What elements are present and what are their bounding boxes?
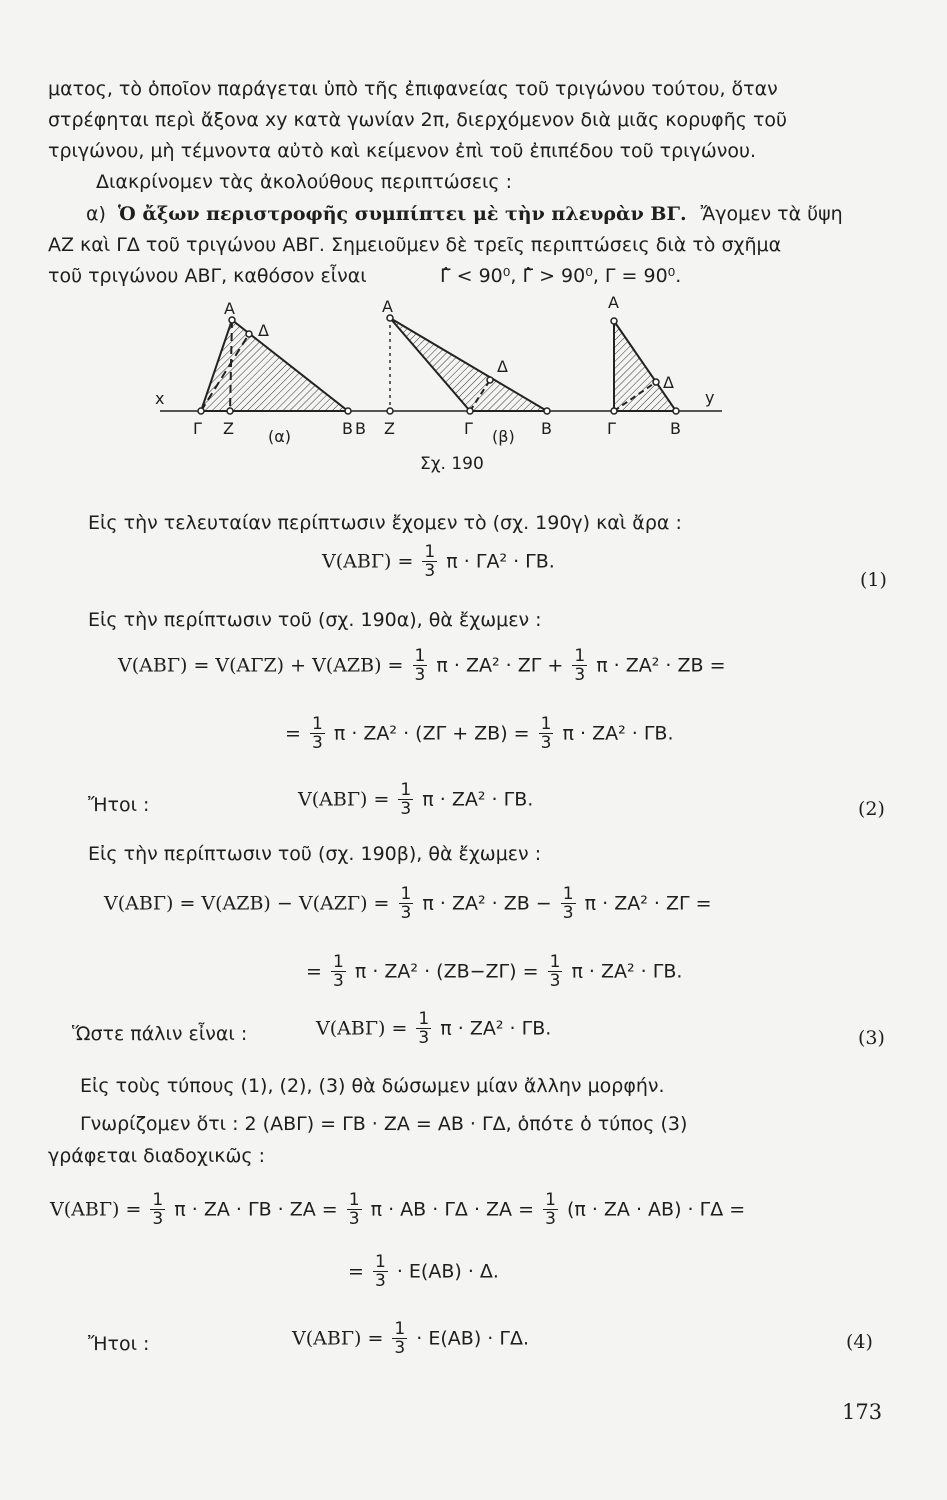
- figure-label-b: (β): [492, 427, 515, 446]
- equation-2a: [118, 648, 726, 684]
- page-number: 173: [842, 1400, 883, 1424]
- eq2a-term1: π · ΖΑ² · ΖΓ +: [436, 654, 564, 677]
- eq3c-lhs: V(ΑΒΓ) =: [316, 1017, 408, 1040]
- equation-4a: [50, 1192, 745, 1228]
- label-G: Γ: [464, 419, 473, 438]
- label-D: Δ: [663, 373, 674, 392]
- label-D: Δ: [497, 357, 508, 376]
- vertex: [345, 408, 351, 414]
- text-line-9: Εἰς τὴν περίπτωσιν τοῦ (σχ. 190α), θὰ ἔχωμεν :: [88, 609, 542, 631]
- eq1-lhs: V(ΑΒΓ) =: [322, 550, 414, 573]
- text-line-1: ματος, τὸ ὁποῖον παράγεται ὑπὸ τῆς ἐπιφανείας τοῦ τριγώνου τούτου, ὅταν: [48, 78, 778, 100]
- fraction: $\frac{1}{3}$: [374, 1252, 386, 1291]
- fraction: $\frac{1}{3}$: [545, 1190, 556, 1229]
- eq4a-term1: π · ΖΑ · ΓΒ · ΖΑ =: [174, 1198, 338, 1221]
- triangle-a: [201, 320, 348, 411]
- text-line-6: ΑΖ καὶ ΓΔ τοῦ τριγώνου ΑΒΓ. Σημειοῦμεν δὲ τρεῖς περιπτώσεις διὰ τὸ σχῆμα: [48, 234, 782, 256]
- eq3a-term2: π · ΖΑ² · ΖΓ =: [584, 892, 712, 915]
- fraction: $\frac{1}{3}$: [394, 1319, 406, 1358]
- label-G: Γ: [607, 419, 616, 438]
- label-Z: Ζ: [384, 419, 395, 438]
- eq3b-equals: =: [306, 960, 322, 983]
- label-G: Γ: [193, 419, 202, 438]
- equation-2b: [285, 716, 673, 752]
- text-line-2: στρέφηται περὶ ἄξονα xy κατὰ γωνίαν 2π, διερχόμενον διὰ μιᾶς κορυφῆς τοῦ: [48, 109, 787, 131]
- equation-4c: [292, 1321, 529, 1357]
- vertex: [544, 408, 550, 414]
- equation-3c: [316, 1011, 551, 1047]
- vertex: [387, 408, 393, 414]
- fraction: $\frac{1}{3}$: [418, 1009, 430, 1048]
- figure-label-a: (α): [268, 427, 292, 446]
- vertex: [611, 408, 617, 414]
- eq3a-lhs: V(ΑΒΓ) = V(ΑΖΒ) − V(ΑΖΓ) =: [104, 892, 390, 915]
- vertex: [653, 379, 659, 385]
- vertex: [611, 318, 617, 324]
- equation-4b: [348, 1254, 499, 1290]
- htoi-label-2: Ἤτοι :: [88, 1333, 150, 1355]
- label-x: x: [155, 389, 165, 408]
- fraction: $\frac{1}{3}$: [152, 1190, 164, 1229]
- fraction: $\frac{1}{3}$: [400, 884, 412, 923]
- vertex: [246, 331, 252, 337]
- eq4b-equals: =: [348, 1260, 364, 1283]
- fraction: $\frac{1}{3}$: [562, 884, 574, 923]
- label-B: Β: [342, 419, 353, 438]
- fraction: $\frac{1}{3}$: [549, 952, 561, 991]
- angle-conditions: Γ̂ < 90⁰, Γ̂ > 90⁰, Γ = 90⁰.: [440, 265, 682, 287]
- fraction: $\frac{1}{3}$: [348, 1190, 360, 1229]
- eq3c-rhs: π · ΖΑ² · ΓΒ.: [440, 1017, 552, 1040]
- eq2b-term2: π · ΖΑ² · ΓΒ.: [562, 722, 674, 745]
- figure-caption: Σχ. 190: [420, 454, 484, 474]
- fraction: $\frac{1}{3}$: [540, 714, 552, 753]
- equation-number-2: (2): [858, 798, 885, 820]
- fraction: $\frac{1}{3}$: [414, 646, 426, 685]
- fraction: $\frac{1}{3}$: [400, 780, 412, 819]
- eq3a-term1: π · ΖΑ² · ΖΒ −: [422, 892, 552, 915]
- vertex: [487, 377, 493, 383]
- vertex: [673, 408, 679, 414]
- eq2a-lhs: V(ΑΒΓ) = V(ΑΓΖ) + V(ΑΖΒ) =: [118, 654, 404, 677]
- label-B: Β: [670, 419, 681, 438]
- equation-1: [322, 544, 555, 580]
- eq2c-lhs: V(ΑΒΓ) =: [298, 788, 390, 811]
- label-A: Α: [382, 297, 393, 316]
- htoi-label-1: Ἤτοι :: [88, 794, 150, 816]
- label-D: Δ: [258, 321, 269, 340]
- equation-3b: [306, 954, 682, 990]
- eq2b-term1: π · ΖΑ² · (ΖΓ + ΖΒ) =: [333, 722, 530, 745]
- text-line-3: τριγώνου, μὴ τέμνοντα αὐτὸ καὶ κείμενον ἐπὶ τοῦ ἐπιπέδου τοῦ τριγώνου.: [48, 140, 757, 162]
- equation-number-4: (4): [846, 1331, 873, 1353]
- eq1-rhs: π · ΓΑ² · ΓΒ.: [446, 550, 555, 573]
- triangle-b: [390, 318, 547, 411]
- label-A: Α: [224, 299, 235, 318]
- eq3b-term2: π · ΖΑ² · ΓΒ.: [571, 960, 683, 983]
- case-a-line: [86, 205, 843, 224]
- fraction: $\frac{1}{3}$: [332, 952, 344, 991]
- label-y: y: [705, 388, 715, 407]
- eq4c-rhs: · Ε(ΑΒ) · ΓΔ.: [416, 1327, 529, 1350]
- label-Z: Ζ: [223, 419, 234, 438]
- vertex: [227, 408, 233, 414]
- text-line-12: Γνωρίζομεν ὅτι : 2 (ΑΒΓ) = ΓΒ · ΖΑ = ΑΒ · ΓΔ, ὁπότε ὁ τύπος (3): [80, 1113, 688, 1135]
- eq4b-term1: · Ε(ΑΒ) · Δ.: [396, 1260, 499, 1283]
- oste-label: Ὥστε πάλιν εἶναι :: [72, 1023, 248, 1045]
- text-line-10: Εἰς τὴν περίπτωσιν τοῦ (σχ. 190β), θὰ ἔχωμεν :: [88, 843, 542, 865]
- eq4a-term2: π · ΑΒ · ΓΔ · ΖΑ =: [370, 1198, 535, 1221]
- equation-number-1: (1): [860, 569, 887, 591]
- label-A: Α: [608, 293, 619, 312]
- equation-3a: [104, 886, 712, 922]
- text-line-4: Διακρίνομεν τὰς ἀκολούθους περιπτώσεις :: [96, 171, 513, 193]
- eq2b-equals: =: [285, 722, 301, 745]
- case-a-heading: Ὁ ἄξων περιστροφῆς συμπίπτει μὲ τὴν πλευρὰν ΒΓ.: [117, 203, 687, 225]
- vertex: [198, 408, 204, 414]
- text-line-8: Εἰς τὴν τελευταίαν περίπτωσιν ἔχομεν τὸ (σχ. 190γ) καὶ ἄρα :: [88, 512, 682, 534]
- vertex: [467, 408, 473, 414]
- eq2a-term2: π · ΖΑ² · ΖΒ =: [596, 654, 726, 677]
- label-B: Β: [541, 419, 552, 438]
- fraction: $\frac{1}{3}$: [574, 646, 586, 685]
- case-a-tail: Ἄγομεν τὰ ὕψη: [700, 203, 843, 225]
- eq4a-term3: (π · ΖΑ · ΑΒ) · ΓΔ =: [566, 1198, 746, 1221]
- case-a-marker: α): [86, 203, 106, 225]
- eq4a-lhs: V(ΑΒΓ) =: [50, 1198, 142, 1221]
- eq2c-rhs: π · ΖΑ² · ΓΒ.: [422, 788, 534, 811]
- triangle-g: [614, 321, 676, 411]
- fraction: $\frac{1}{3}$: [311, 714, 323, 753]
- text-line-13: γράφεται διαδοχικῶς :: [48, 1145, 265, 1167]
- eq3b-term1: π · ΖΑ² · (ΖΒ−ΖΓ) =: [354, 960, 539, 983]
- equation-number-3: (3): [858, 1027, 885, 1049]
- eq4c-lhs: V(ΑΒΓ) =: [292, 1327, 384, 1350]
- text-line-7: τοῦ τριγώνου ΑΒΓ, καθόσον εἶναι: [48, 265, 367, 287]
- label-B: Β: [355, 419, 366, 438]
- equation-2c: [298, 782, 533, 818]
- fraction: $\frac{1}{3}$: [424, 542, 436, 581]
- text-line-11: Εἰς τοὺς τύπους (1), (2), (3) θὰ δώσωμεν μίαν ἄλλην μορφήν.: [80, 1075, 665, 1097]
